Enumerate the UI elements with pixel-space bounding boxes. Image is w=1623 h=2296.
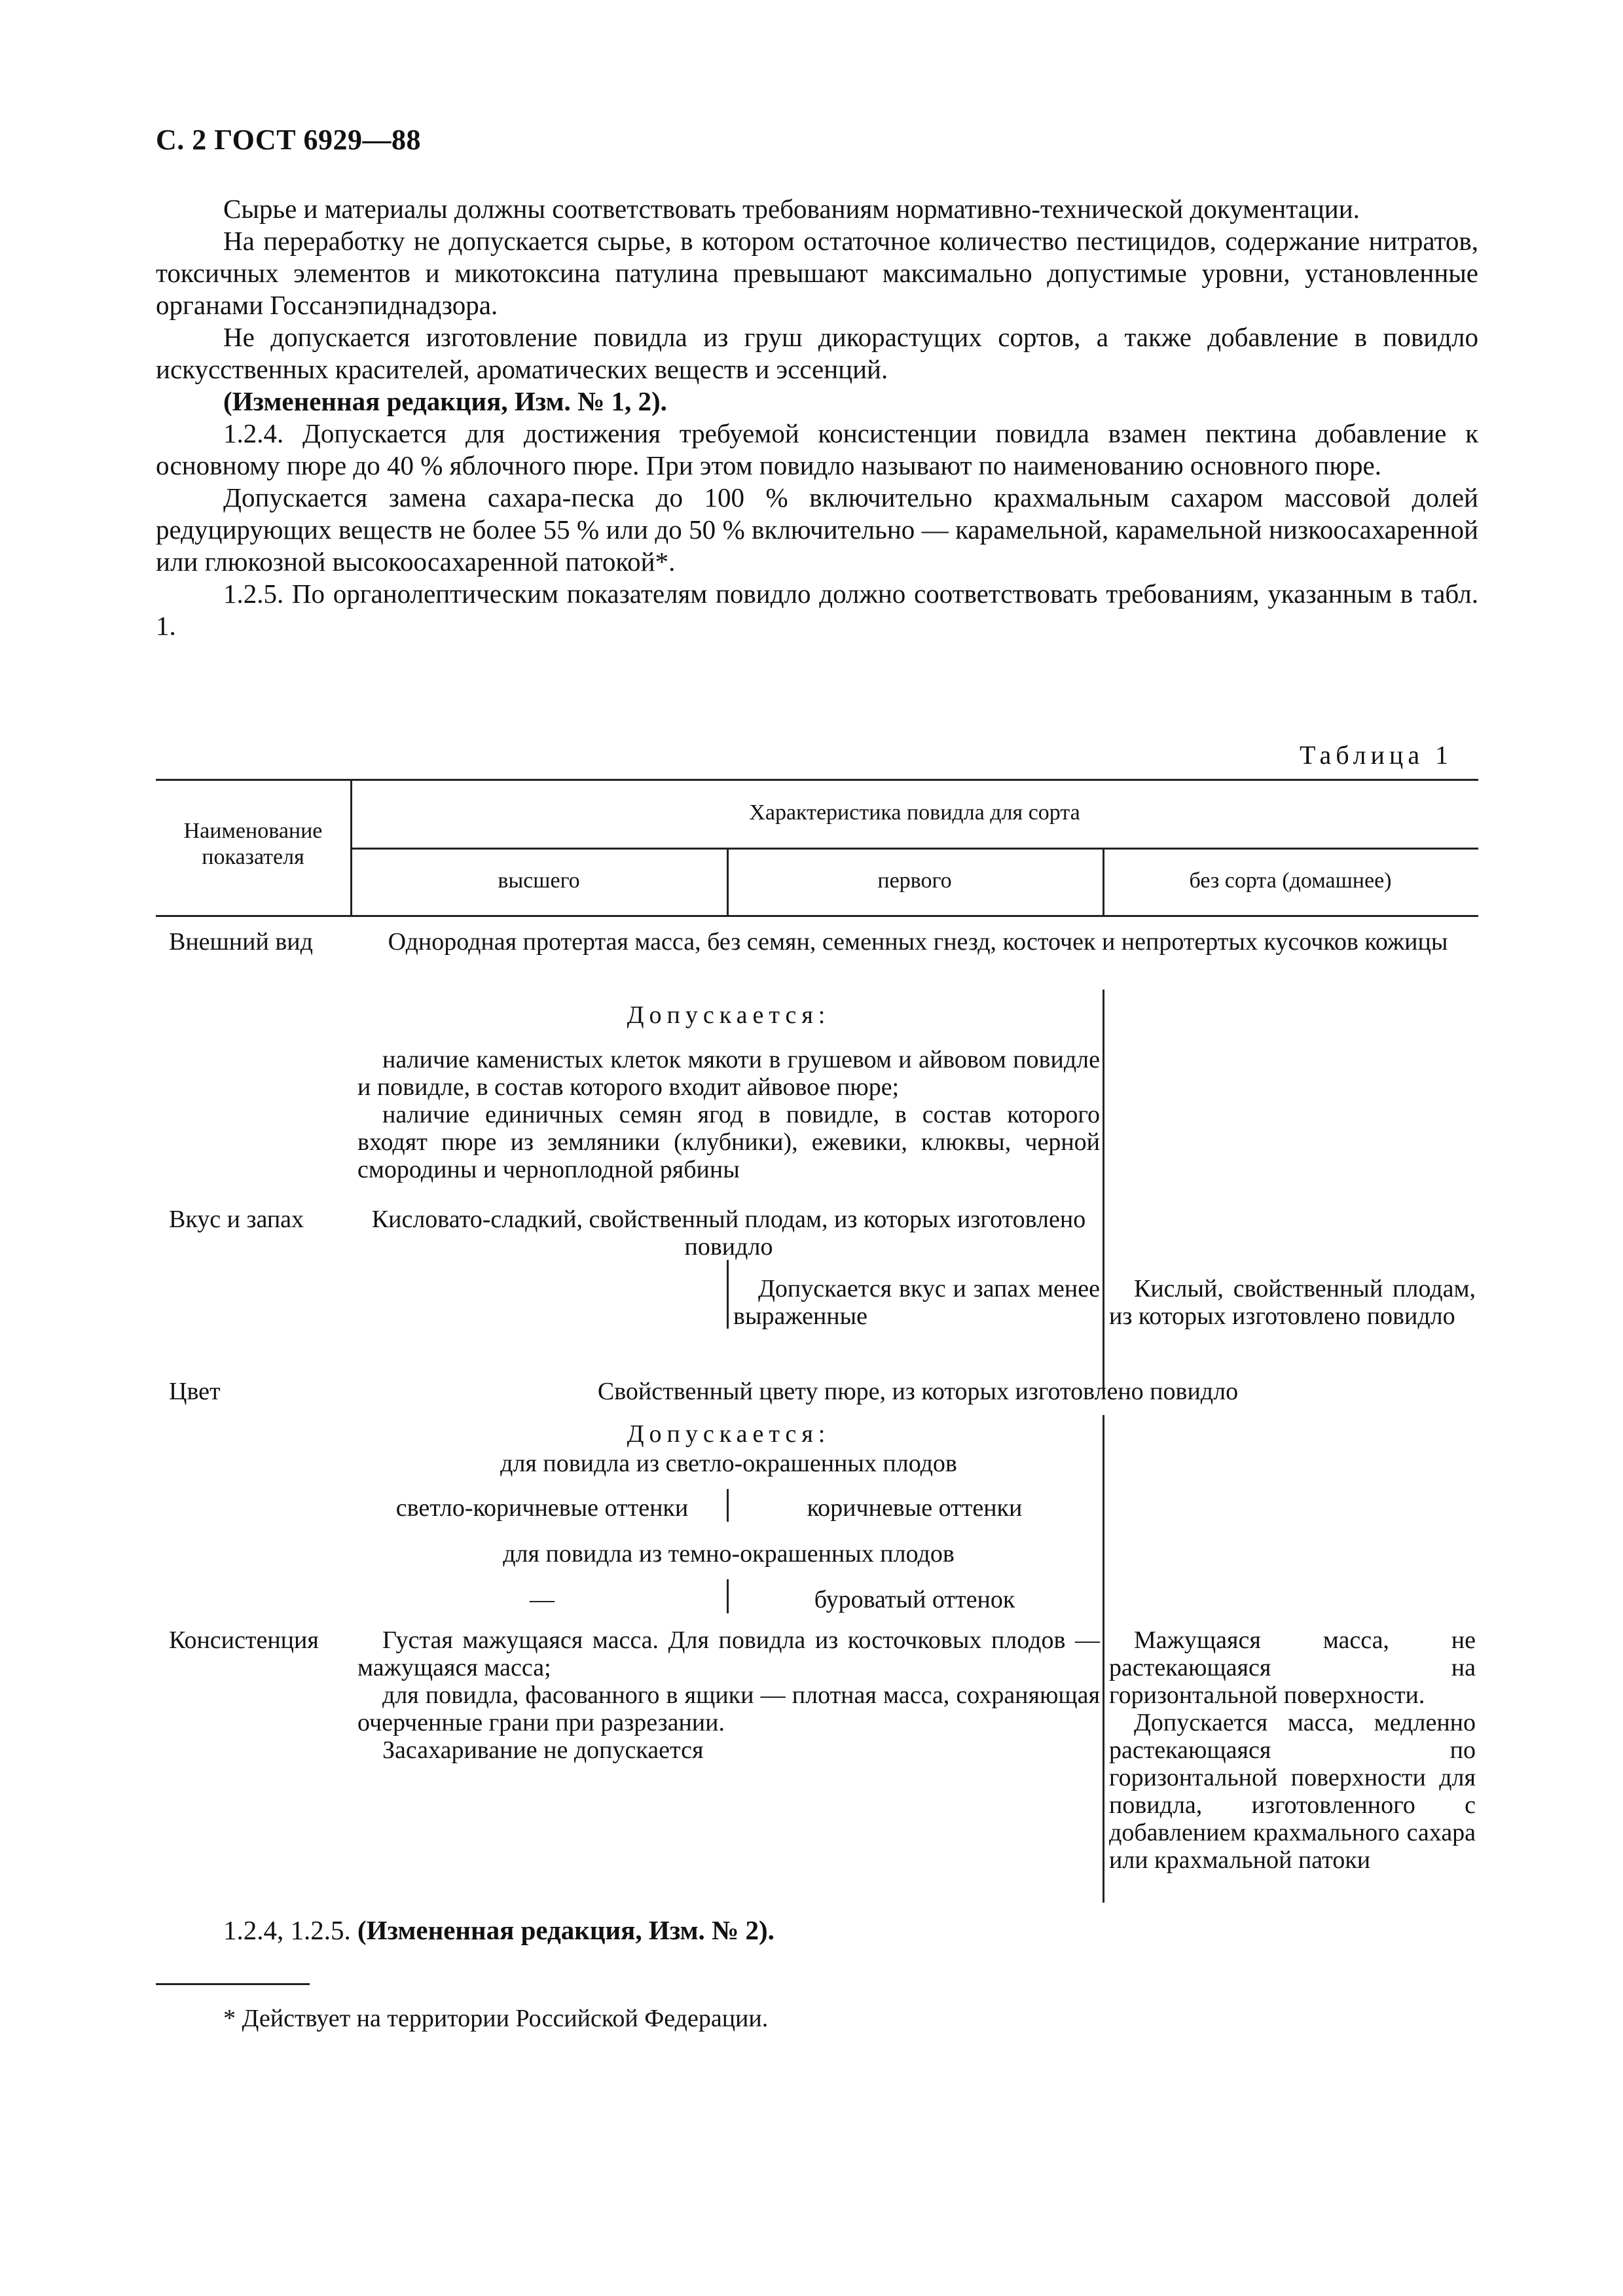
appearance-main: Однородная протертая масса, без семян, семенных гнезд, косточек и непротертых кусочков кожицы [388, 928, 1448, 956]
consistency-main-1: Густая мажущаяся масса. Для повидла из косточковых плодов — мажущаяся масса; [357, 1626, 1100, 1681]
table-header-mid-rule [351, 848, 1478, 850]
appearance-allowed-item-2: наличие единичных семян ягод в повидле, в состав которого входят пюре из земляники (клубники), ежевики, клюквы, черной смородины и черноплодной рябины [357, 1101, 1100, 1183]
consistency-main-3: Засахаривание не допускается [382, 1736, 704, 1764]
paragraph-wild-pears: Не допускается изготовление повидла из груш дикорастущих сортов, а также добавление в повидло искусственных красителей, ароматических веществ и эссенций. [156, 322, 1478, 384]
paragraph-1-2-4: 1.2.4. Допускается для достижения требуемой консистенции повидла взамен пектина добавление к основному пюре до 40 % яблочного пюре. При этом повидло называют по наименованию основного пюре. [156, 418, 1478, 480]
column-header-top-grade: высшего [498, 869, 580, 893]
color-light-fruit-label: для повидла из светло-окрашенных плодов [500, 1450, 957, 1477]
table-vline-color-consistency [1103, 1415, 1104, 1903]
taste-main: Кисловато-сладкий, свойственный плодам, из которых изготовлено повидло [371, 1206, 1086, 1261]
amendment-note-2-bold: (Измененная редакция, Изм. № 2). [357, 1915, 775, 1945]
consistency-main-2: для повидла, фасованного в ящики — плотная масса, сохраняющая очерченные грани при разрезании. [357, 1681, 1100, 1736]
column-header-first-grade: первого [877, 869, 952, 893]
table-caption: Таблица 1 [1300, 740, 1453, 770]
paragraph-1-2-5: 1.2.5. По органолептическим показателям повидло должно соответствовать требованиям, указанным в табл. 1. [156, 579, 1478, 641]
column-header-characteristic: Характеристика повидла для сорта [749, 800, 1080, 825]
footnote-rule [156, 1983, 310, 1985]
appearance-allowed-item-1: наличие каменистых клеток мякоти в грушевом и айвовом повидле и повидле, в состав которого входит айвовое пюре; [357, 1046, 1100, 1101]
consistency-no-grade-2: Допускается масса, медленно растекающаяся по горизонтальной поверхности для повидла, изготовленного с добавлением крахмального сахара или крахмальной патоки [1109, 1709, 1476, 1874]
row-name-taste: Вкус и запах [169, 1206, 304, 1233]
color-dark-fruit-label: для повидла из темно-окрашенных плодов [503, 1540, 955, 1568]
color-dark-first-grade: буроватый оттенок [814, 1586, 1015, 1613]
table-vline-taste-first [727, 1260, 729, 1329]
table-vline-appearance-taste [1103, 990, 1104, 1394]
color-allowed-heading: Допускается: [627, 1420, 831, 1448]
taste-no-grade: Кислый, свойственный плодам, из которых изготовлено повидло [1109, 1275, 1476, 1330]
table-top-rule [156, 779, 1478, 781]
amendment-note-1: (Измененная редакция, Изм. № 1, 2). [223, 386, 667, 416]
page-header: С. 2 ГОСТ 6929—88 [156, 124, 422, 156]
paragraph-pesticides: На переработку не допускается сырье, в котором остаточное количество пестицидов, содержание нитратов, токсичных элементов и микотоксина патулина превышают максимально допустимые уровни, установленные органами Госсанэпиднадзора. [156, 226, 1478, 320]
column-header-name: Наименование показателя [183, 819, 323, 869]
color-main: Свойственный цвету пюре, из которых изготовлено повидло [597, 1378, 1239, 1405]
color-light-first-grade: коричневые оттенки [807, 1494, 1023, 1522]
taste-first-grade: Допускается вкус и запах менее выраженные [733, 1275, 1100, 1330]
color-light-top-grade: светло-коричневые оттенки [395, 1494, 689, 1522]
table-header-bottom-rule [156, 915, 1478, 917]
paragraph-materials: Сырье и материалы должны соответствовать требованиям нормативно-технической документации. [223, 194, 1360, 224]
row-name-appearance: Внешний вид [169, 928, 313, 956]
column-header-no-grade: без сорта (домашнее) [1189, 869, 1392, 893]
footnote: * Действует на территории Российской Федерации. [223, 2005, 769, 2032]
paragraph-sugar-replacement: Допускается замена сахара-песка до 100 % включительно крахмальным сахаром массовой долей редуцирующих веществ не более 55 % или до 50 % включительно — карамельной, карамельной низкоосахаренной или глюкозной высокоосахаренной патокой*. [156, 482, 1478, 577]
row-name-consistency: Консистенция [169, 1626, 319, 1654]
amendment-note-2-prefix: 1.2.4, 1.2.5. [223, 1915, 351, 1945]
color-dark-top-grade: — [530, 1586, 555, 1613]
row-name-color: Цвет [169, 1378, 221, 1405]
appearance-allowed-heading: Допускается: [627, 1001, 831, 1029]
body-text [156, 193, 1478, 642]
consistency-no-grade-1: Мажущаяся масса, не растекающаяся на горизонтальной поверхности. [1109, 1626, 1476, 1709]
amendment-note-2 [223, 1914, 775, 1946]
